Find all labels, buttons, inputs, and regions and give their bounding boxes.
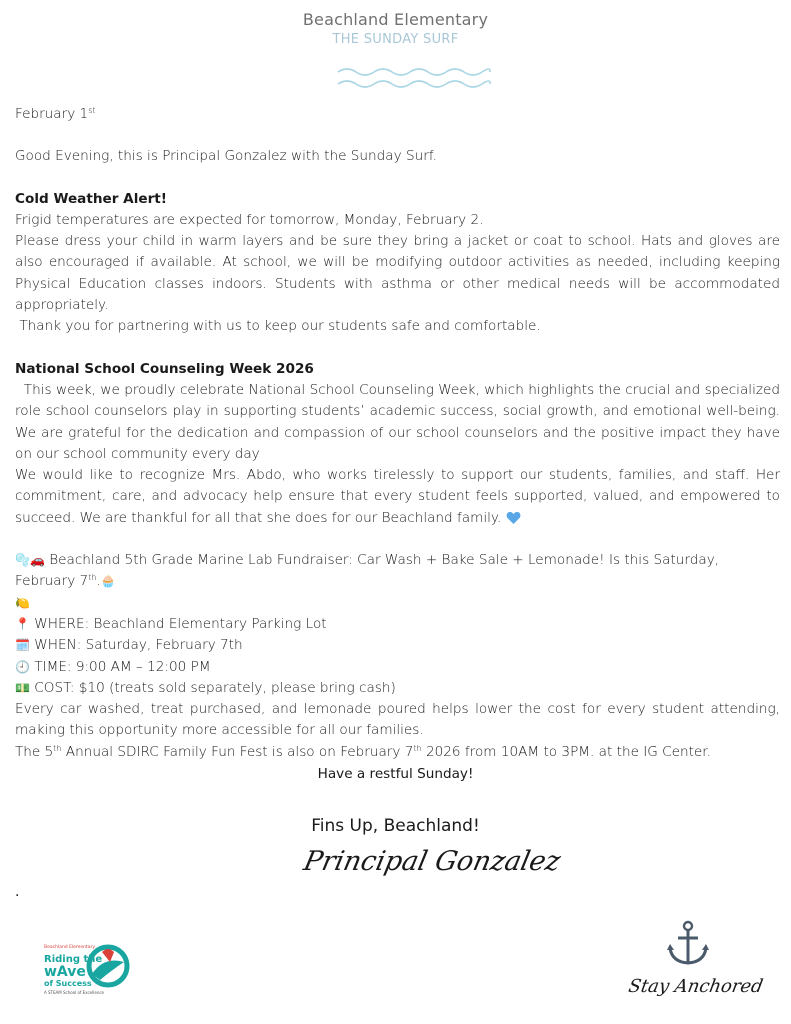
school-logo: [42, 940, 134, 996]
svg-text:A STEAM School of Excellence: A STEAM School of Excellence: [44, 990, 105, 995]
svg-text:Stay Anchored: Stay Anchored: [626, 976, 765, 997]
pin-icon: 📍: [15, 616, 30, 631]
clock-icon: 🕘: [15, 659, 30, 674]
fundraiser-where: 📍 WHERE: Beachland Elementary Parking Lot: [15, 615, 327, 632]
counseling-heading: National School Counseling Week 2026: [15, 360, 314, 377]
signoff: Fins Up, Beachland!: [311, 816, 480, 836]
lemon-line: [15, 593, 780, 614]
cold-weather-paragraph: Please dress your child in warm layers and be sure they bring a jacket or coat to school. Hats and gloves are also encouraged if available. At school, we will be modifying outdoor activities as needed, including keeping Physical Education classes indoors. Students with asthma or other medical needs will be accommodated appropriately.: [15, 233, 780, 314]
school-name: Beachland Elementary: [302, 10, 489, 29]
lemon-icon: 🍋: [15, 595, 30, 610]
cold-weather-heading: Cold Weather Alert!: [15, 190, 167, 207]
stray-dot: .: [15, 884, 20, 900]
newsletter-title: THE SUNDAY SURF: [332, 32, 459, 47]
svg-text:Riding the: Riding the: [44, 954, 103, 965]
letter-date: February 1st: [15, 106, 96, 122]
anchor-icon: [666, 920, 710, 968]
svg-text:Principal Gonzalez: Principal Gonzalez: [300, 846, 564, 877]
wave-divider-icon: [336, 66, 492, 90]
svg-text:of Success: of Success: [44, 979, 92, 988]
fundraiser-time: 🕘 TIME: 9:00 AM – 12:00 PM: [15, 658, 211, 675]
counseling-paragraph-1: This week, we proudly celebrate National School Counseling Week, which highlights the crucial and specialized role school counselors play in supporting students’ academic success, social growth, and emotional well-being. We are grateful for the dedication and compassion of our school counselors and the positive impact they have on our school community every day: [15, 381, 780, 462]
signature-image: [300, 834, 564, 886]
greeting: Good Evening, this is Principal Gonzalez with the Sunday Surf.: [15, 148, 437, 165]
blue-heart-icon: [506, 511, 521, 524]
cupcake-icon: 🧁: [100, 574, 116, 589]
svg-text:Beachland Elementary: Beachland Elementary: [44, 945, 95, 950]
cold-weather-line: Frigid temperatures are expected for tomorrow, Monday, February 2.: [15, 211, 484, 228]
fundraiser-title: 🫧🚗 Beachland 5th Grade Marine Lab Fundraiser: Car Wash + Bake Sale + Lemonade! Is this Saturday, February 7th.🧁: [15, 552, 720, 590]
svg-text:wAve: wAve: [44, 964, 86, 980]
newsletter-header: [0, 10, 791, 47]
money-icon: 💵: [15, 680, 30, 695]
cold-weather-thanks: Thank you for partnering with us to keep our students safe and comfortable.: [19, 318, 541, 335]
bubbles-icon: 🫧: [15, 553, 30, 568]
fun-fest-line: The 5th Annual SDIRC Family Fun Fest is also on February 7th 2026 from 10AM to 3PM. at the IG Center.: [15, 743, 711, 760]
car-icon: 🚗: [29, 553, 45, 568]
counseling-paragraph-2: We would like to recognize Mrs. Abdo, who works tirelessly to support our students, families, and staff. Her commitment, care, and advocacy help ensure that every student feels supported, valued, and empowered to succeed. We are thankful for all that she does for our Beachland family.: [15, 467, 780, 526]
calendar-icon: 🗓️: [15, 638, 30, 653]
fundraiser-cost: 💵 COST: $10 (treats sold separately, please bring cash): [15, 679, 396, 696]
letter-body: [15, 104, 780, 763]
motto-image: [626, 968, 765, 1004]
fundraiser-when: 🗓️ WHEN: Saturday, February 7th: [15, 637, 243, 654]
closing-line: Have a restful Sunday!: [317, 766, 474, 782]
fundraiser-note: Every car washed, treat purchased, and lemonade poured helps lower the cost for every student attending, making this opportunity more accessible for all our families.: [15, 701, 780, 739]
